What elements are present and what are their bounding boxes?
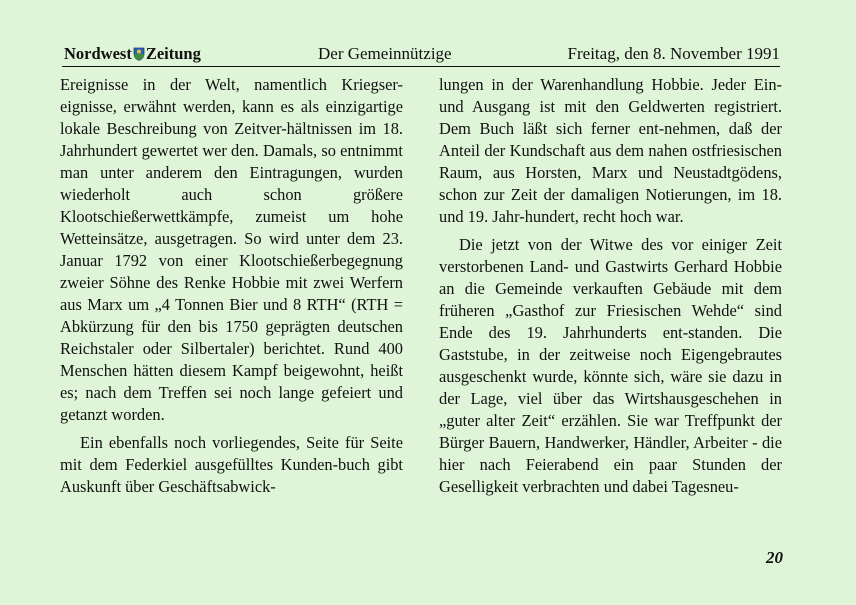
- masthead-right-text: Zeitung: [145, 44, 201, 63]
- publication-date: Freitag, den 8. November 1991: [567, 44, 780, 63]
- paragraph: Ein ebenfalls noch vorliegendes, Seite für Seite mit dem Federkiel ausgefülltes Kunden-buch gibt Auskunft über Geschäftsabwick-: [60, 433, 403, 496]
- paragraph: Die jetzt von der Witwe des vor einiger Zeit verstorbenen Land- und Gastwirts Gerhard Hobbie an die Gemeinde verkauften Gebäude mit dem früheren „Gasthof zur Friesischen Wehde“ sind Ende des 19. Jahrhunderts ent-standen. Die Gaststube, in der zeitweise noch Eigengebrautes ausgeschenkt wurde, könnte sich, wäre sie dazu in der Lage, viel über das Wirtshausgeschehen in „guter alter Zeit“ erzählen. Sie war Treffpunkt der Bürger Bauern, Handwerker, Händler, Arbeiter - die hier nach Feierabend ein paar Stunden der Geselligkeit verbrachten und dabei Tagesneu-: [439, 235, 782, 496]
- right-column: [439, 74, 782, 498]
- masthead-left-text: Nordwest: [64, 44, 132, 63]
- coat-of-arms-icon: [133, 47, 145, 61]
- paragraph: Ereignisse in der Welt, namentlich Kriegser-eignisse, erwähnt werden, kann es als einzigartige lokale Beschreibung von Zeitver-hältnissen im 18. Jahrhundert gewertet wer den. Damals, so entnimmt man unter anderem den Eintragungen, wurden wiederholt auch schon größere Klootschießerwettkämpfe, zumeist um hohe Wetteinsätze, ausgetragen. So wird unter dem 23. Januar 1792 von einer Klootschießerbegegnung zweier Söhne des Renke Hobbie mit zwei Werfern aus Marx um „4 Tonnen Bier und 8 RTH“ (RTH = Abkürzung für den bis 1750 geprägten deutschen Reichstaler oder Silbertaler) berichtet. Rund 400 Menschen hätten diesem Kampf beigewohnt, heißt es; nach dem Treffen sei noch lange gefeiert und getanzt worden.: [60, 75, 403, 424]
- left-column: [60, 74, 403, 498]
- header-rule: [62, 66, 780, 67]
- paragraph: lungen in der Warenhandlung Hobbie. Jeder Ein- und Ausgang ist mit den Geldwerten registriert. Dem Buch läßt sich ferner ent-nehmen, daß der Anteil der Kundschaft aus dem nahen ostfriesischen Raum, aus Horsten, Marx und Neustadtgödens, schon zur Zeit der damaligen Notierungen, im 18. und 19. Jahr-hundert, recht hoch war.: [439, 75, 782, 226]
- publication-title: Der Gemeinnützige: [318, 44, 452, 63]
- masthead: [64, 44, 201, 64]
- page-number: 20: [766, 548, 783, 567]
- page-header: [62, 43, 780, 67]
